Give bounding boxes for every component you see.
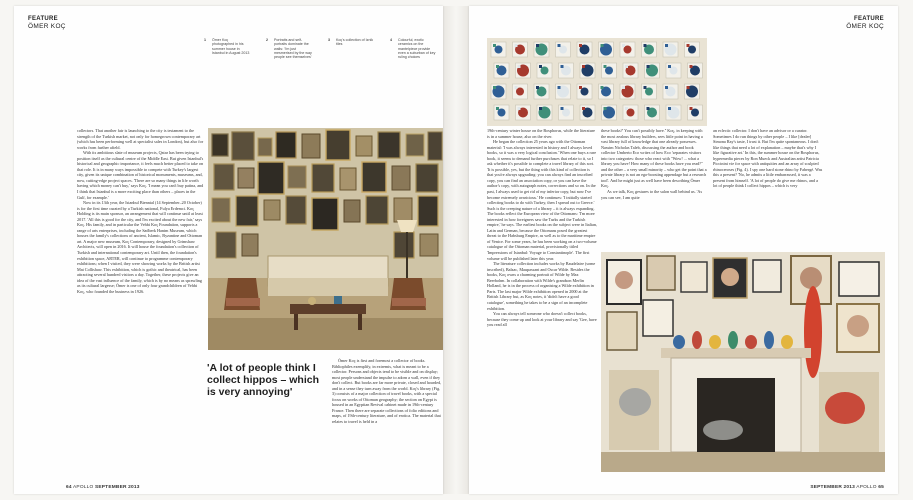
paragraph: 19th-century winter house on the Bosphorus, while the literature is in a summer house, also on the river. (487, 128, 596, 139)
section-subject: ÖMER KOÇ (846, 23, 884, 30)
folio-right (810, 485, 884, 490)
article-column-5 (601, 128, 707, 246)
issue-date: SEPTEMBER 2013 (810, 485, 856, 490)
tile-corner-motif (539, 65, 542, 68)
left-page (14, 6, 443, 494)
tile-corner-motif (687, 86, 690, 89)
spine-gutter (443, 6, 469, 494)
paragraph: You can always tell someone who doesn't collect books, because they come up and look at your library and say 'Gee, have you read all (487, 311, 597, 328)
tile-corner-motif (493, 86, 496, 89)
tile-corner-motif (579, 86, 582, 89)
tile-corner-motif (561, 65, 564, 68)
folio-left (66, 485, 140, 490)
tile-corner-motif (687, 44, 690, 47)
paragraph: With its ambitious slate of museum projects, Qatar has been trying to position itself as the cultural centre of the Middle East. But given Istanbul's historical and geographic importance, it feels much better placed to take on that role. It is in many ways impossible to compete with Turkey's largest city, given its unique combination of historical monuments, museums, and, now, cutting-edge project spaces. 'There are so many things in life worth having which money can't buy,' says Koç. 'I mean you can't buy patina, and I think that Istanbul is a more exciting place than others – places in the Gulf, for example.' (77, 150, 204, 200)
paragraph: an eclectic collector. I don't have an advisor or a curator. Sometimes I do run things by other people – I like [dealer] Simona Ray's taste, I trust it. But I'm quite spontaneous. I don't like things that need a lot of explanation – maybe that's why I like figurative art.' In this, the summer house on the Bosphorus, hypermedia pieces by Ron Mueck and Australian artist Patricia Piccinini vie for space with antiquities and an array of sculpted rhinoceroses (Fig. 4). I spy one hard stone rhino by Fabergé. Was this a present? 'No, he admits a little embarrassed, it was a present from himself. 'A lot of people do give me rhinos, and a lot of people think I collect hippos – which is very (713, 128, 823, 189)
section-header-left (28, 16, 66, 30)
section-label: FEATURE (28, 16, 58, 22)
iznik-tiles-photo (487, 38, 707, 126)
tile-corner-motif (536, 44, 539, 47)
right-page (469, 6, 898, 494)
paragraph: these books?' You can't possibly have.'' Koç, in keeping with the most zealous library builders, sees little point in having a vast library full of knowledge that one already possesses. Nassim Nicholas Taleb, discussing the author and book collector Umberto Eco writes of how Eco 'separates visitors into two categories: those who react with "Wow! ... what a library you have! How many of these books have you read?" and the other – a very small minority – who get the point that a private library is not an ego-boosting appendage but a research tool'. And he might just as well have been describing Ömer Koç. (601, 128, 707, 189)
tile-corner-motif (601, 44, 604, 47)
issue-date: SEPTEMBER 2013 (94, 485, 140, 490)
caption-text: Ömer Koç photographed in his summer house in Istanbul in August 2013 (212, 38, 250, 55)
tile-corner-motif (647, 65, 650, 68)
paragraph: The literature collection includes works by Baudelaire (some inscribed), Balzac, Maupassant and Oscar Wilde. Besides the books, Koç owns a charming portrait of Wilde by Max Beerbohm. In collaboration with Wilde's grandson Merlin Holland, he is in the process of organising a Wilde exhibition in Paris. The last major Wilde exhibition opened in 2000 at the British Library but, as Koç notes, it 'didn't have a good catalogue', something he takes to be a sign of an incomplete exhibition. (487, 261, 596, 311)
tile-corner-motif (625, 107, 628, 110)
section-label: FEATURE (854, 16, 884, 22)
article-column-4 (487, 128, 597, 476)
caption-text: Koç's collection of Iznik tiles (336, 38, 374, 47)
page-number: 65 (878, 485, 884, 490)
tile-corner-motif (536, 86, 539, 89)
tile-corner-motif (515, 86, 518, 89)
tile-corner-motif (665, 86, 668, 89)
tile-corner-motif (644, 44, 647, 47)
tile-corner-motif (539, 107, 542, 110)
tile-corner-motif (668, 65, 671, 68)
salon-interior-photo (208, 128, 443, 350)
tile-corner-motif (647, 107, 650, 110)
caption-number: 1 (204, 38, 206, 42)
tile-corner-motif (668, 107, 671, 110)
tile-corner-motif (582, 107, 585, 110)
article-column-1 (77, 128, 205, 476)
tile-corner-motif (515, 44, 518, 47)
section-header-right (846, 16, 884, 30)
tile-corner-motif (644, 86, 647, 89)
tile-corner-motif (558, 44, 561, 47)
tile-corner-motif (690, 107, 693, 110)
caption-number: 2 (266, 38, 268, 42)
page-number: 64 (66, 485, 72, 490)
tile-corner-motif (604, 107, 607, 110)
tile-corner-motif (496, 107, 499, 110)
tile-corner-motif (558, 86, 561, 89)
section-subject: ÖMER KOÇ (28, 23, 66, 30)
tile-corner-motif (582, 65, 585, 68)
tile-corner-motif (690, 65, 693, 68)
tile-corner-motif (493, 44, 496, 47)
caption-number: 3 (328, 38, 330, 42)
paragraph: He began the collection 25 years ago with the Ottoman material: 'I was always interested in history and I always loved books, so it was a very logical conclusion.' When one buys a rare book, it seems to demand further purchases that relate to it, so I ask whether it's possible to complete a travel library of this sort. 'It is possible, yes, but the thing with this kind of collection is that you're always upgrading: you can always find an inscribed copy, you can find an association copy, or you can have the author's copy, with autograph notes, corrections and so on. In the past, I always used to get rid of my inferior copy, but now I've become extremely avaricious.' He continues: 'I initially started collecting books to do with Turkey, then I spread out to Greece.' Such is the creeping nature of a library – it is always expanding. The books reflect the European view of the Ottomans: 'I'm more interested in how foreigners saw the Turks and the Turkish empire,' he says. The earliest books on the subject were in Italian, Latin and German, because the Ottomans posed the greatest threat to the Habsburg Empire, as well as to the maritime empire of Venice. For some years, he has been working on a two-volume catalogue of the Ottoman material, provisionally titled 'Impressions of Istanbul: Voyage to Constantinople'. The first volume will be published later this year. (487, 139, 597, 261)
caption-number: 4 (390, 38, 392, 42)
paragraph: Ömer Koç is first and foremost a collector of books. Bibliophiles exemplify, in extremis, what is meant to be a collector. Persons and objects tend to be visible and on display; most people understand the impulse to adorn a wall, even if they don't collect. But books are far more private, closed and hoarded, and in a sense they turn away from the world. Koç's library (Fig. 3) consists of a major collection of travel books, with a special focus on works of Ottoman geography; the section on Egypt is housed in an Egyptian Revival cabinet made in 19th-century France. Then there are separate collections of folio editions and maps, of 19th-century literature, and of erotica. The material that relates to travel is held in a (332, 358, 442, 425)
pull-quote: 'A lot of people think I collect hippos – which is very annoying' (207, 362, 320, 398)
tile-corner-motif (579, 44, 582, 47)
tile-corner-motif (604, 65, 607, 68)
magazine-name: APOLLO (856, 485, 877, 490)
tile-corner-motif (518, 107, 521, 110)
tile-corner-motif (622, 86, 625, 89)
tile-corner-motif (625, 65, 628, 68)
article-column-3 (332, 358, 442, 476)
tile-corner-motif (601, 86, 604, 89)
tile-corner-motif (665, 44, 668, 47)
tile-corner-motif (622, 44, 625, 47)
tile-corner-motif (561, 107, 564, 110)
paragraph: collectors. That another fair is launching to the city is testament to the strength of the Turkish market, not only for homegrown contemporary art (which has been performing well at specialist sales in London), but also for works from further afield. (77, 128, 204, 150)
caption-text: Colourful, exotic ceramics on the mantelpiece provide even a suburban of key ruling choices (398, 38, 436, 60)
caption-text: Portraits and self-portraits dominate the walls: 'I'm just mesmerised by the way people see themselves' (274, 38, 312, 60)
paragraph: As we talk, Koç gestures to the salon wall behind us. 'As you can see, I am quite (601, 189, 703, 200)
paragraph: Now in its 13th year, the Istanbul Biennial (14 September–20 October) is for the first time curated by a Turkish national, Fulya Erdemci. Koç Holding is its main sponsor, an arrangement that will continue until at least 2017. 'All this is good for the city, and I'm excited about the new fair,' says Koç. His family, and in particular the Vehbi Koç Foundation, supports a range of arts enterprises, including the Sadberk Hanim Museum, which houses the family's collections of ancient, Islamic, Byzantine and Ottoman art. A major new museum, Koç Contemporary, designed by Grimshaw Architects, will open in 2016. It will house the foundation's collection of Turkish and international contemporary art. Until then, the foundation's exhibition space, ARTER, will continue to programme contemporary exhibitions; when I visited, they were showing works by the British artist Mat Collishaw. This exhibition, which is gothic and theatrical, has been attracting several hundred visitors a day. Together, these projects give an idea of the vast influence of the family, which is by no means as sprawling as its cultural largesse; Ömer is one of only four grandchildren of Vehbi Koç, who founded the business in 1926. (77, 200, 203, 294)
mantelpiece-photo (601, 252, 885, 472)
magazine-name: APOLLO (73, 485, 94, 490)
tile-corner-motif (496, 65, 499, 68)
article-column-6 (713, 128, 823, 246)
tile-corner-motif (518, 65, 521, 68)
